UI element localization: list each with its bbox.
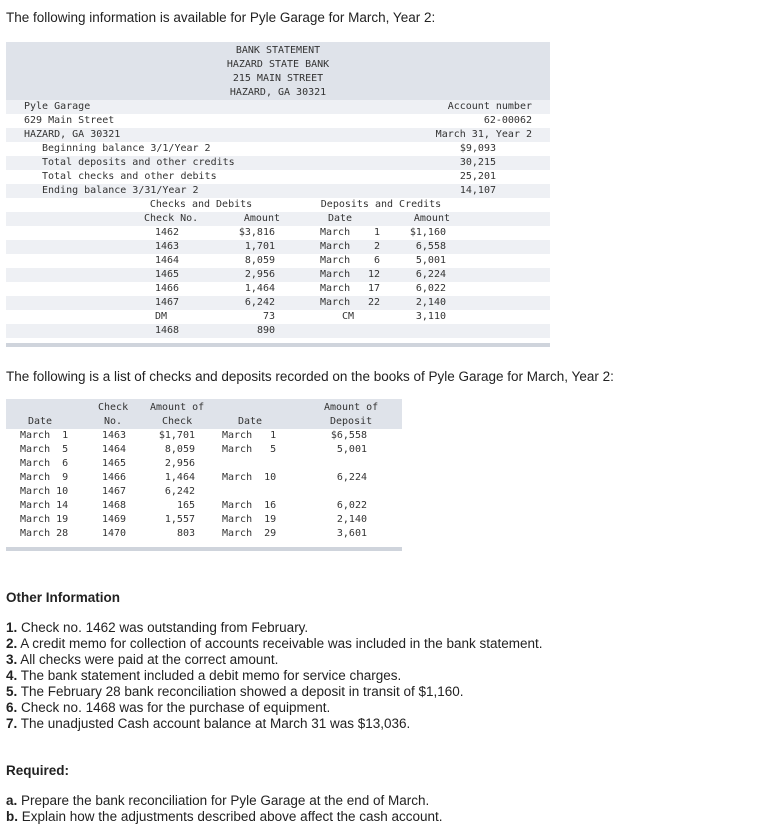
books-dep-date: March 19: [222, 514, 277, 525]
deposit-day: 22: [367, 297, 380, 308]
books-check-amount: $1,701: [158, 430, 195, 441]
check-no: 1462: [155, 227, 180, 238]
books-dep-amount: 3,601: [336, 528, 367, 539]
statement-date: March 31, Year 2: [435, 129, 532, 140]
books-check-no: 1464: [102, 444, 127, 455]
books-header-amount-1: Amount of: [150, 402, 205, 413]
summary-checks-value: 25,201: [459, 171, 496, 182]
check-no: 1467: [155, 297, 180, 308]
summary-checks-label: Total checks and other debits: [42, 171, 217, 182]
bank-statement-title: BANK STATEMENT: [235, 45, 321, 56]
books-date: March 1: [20, 430, 69, 441]
books-table: [6, 399, 402, 549]
list-item: 4. The bank statement included a debit memo for service charges.: [6, 668, 402, 683]
books-dep-date: March 10: [222, 472, 277, 483]
check-amount: 8,059: [244, 255, 275, 266]
books-check-amount: 1,557: [164, 514, 195, 525]
books-check-no: 1463: [102, 430, 127, 441]
books-check-no: 1469: [102, 514, 127, 525]
deposit-amount: 6,558: [415, 241, 446, 252]
bank-name: HAZARD STATE BANK: [226, 59, 330, 70]
books-date: March 9: [20, 472, 69, 483]
books-date: March 28: [20, 528, 69, 539]
deposit-month: March: [320, 255, 351, 266]
list-item: 5. The February 28 bank reconciliation showed a deposit in transit of $1,160.: [6, 684, 464, 699]
books-header-date: Date: [28, 416, 53, 427]
check-amount: 2,956: [244, 269, 275, 280]
list-item: 3. All checks were paid at the correct amount.: [6, 652, 279, 667]
books-check-amount: 803: [176, 528, 195, 539]
books-check-no: 1470: [102, 528, 127, 539]
account-number: 62-00062: [483, 115, 532, 126]
check-no: 1463: [155, 241, 180, 252]
books-dep-date: March 5: [222, 444, 277, 455]
deposits-header-amount: Amount: [413, 213, 450, 224]
deposit-amount: 3,110: [415, 311, 446, 322]
deposit-amount: 5,001: [415, 255, 446, 266]
deposit-day: 12: [367, 269, 380, 280]
other-info-list: [6, 620, 543, 732]
summary-beginning-value: $9,093: [459, 143, 496, 154]
summary-ending-value: 14,107: [459, 185, 496, 196]
books-date: March 5: [20, 444, 69, 455]
check-no: 1465: [155, 269, 180, 280]
customer-street: 629 Main Street: [24, 115, 115, 126]
deposit-amount: 2,140: [415, 297, 446, 308]
books-date: March 6: [20, 458, 69, 469]
bank-statement: [6, 42, 550, 347]
customer-name: Pyle Garage: [24, 101, 91, 112]
check-amount: 73: [262, 311, 275, 322]
summary-beginning-label: Beginning balance 3/1/Year 2: [42, 143, 211, 154]
deposit-month: March: [320, 297, 351, 308]
check-no: DM: [155, 311, 168, 322]
required-title: Required:: [6, 763, 70, 778]
check-no: 1468: [155, 325, 180, 336]
list-item: 7. The unadjusted Cash account balance at March 31 was $13,036.: [6, 716, 411, 731]
deposits-header-date: Date: [328, 213, 353, 224]
check-no: 1466: [155, 283, 180, 294]
bank-city: HAZARD, GA 30321: [229, 87, 327, 98]
bank-street: 215 MAIN STREET: [232, 73, 324, 84]
intro2-text: The following is a list of checks and deposits recorded on the books of Pyle Garage for March, Year 2:: [6, 369, 614, 384]
check-amount: 1,701: [244, 241, 275, 252]
deposit-day: 17: [367, 283, 380, 294]
books-header-amount-2: Check: [162, 416, 193, 427]
books-dep-amount: 6,022: [336, 500, 367, 511]
books-check-no: 1467: [102, 486, 127, 497]
deposit-month: March: [320, 283, 351, 294]
deposit-day: 1: [373, 227, 380, 238]
books-check-amount: 2,956: [164, 458, 195, 469]
deposit-day: CM: [341, 311, 354, 322]
books-header-dep-amount-1: Amount of: [324, 402, 379, 413]
books-header-dep-date: Date: [238, 416, 263, 427]
intro-text: The following information is available for Pyle Garage for March, Year 2:: [6, 10, 436, 25]
other-info-title: Other Information: [6, 590, 120, 605]
list-item: a. Prepare the bank reconciliation for Pyle Garage at the end of March.: [6, 793, 430, 808]
books-check-amount: 1,464: [164, 472, 195, 483]
books-dep-amount: $6,558: [330, 430, 367, 441]
books-check-amount: 8,059: [164, 444, 195, 455]
deposit-month: March: [320, 241, 351, 252]
account-number-label: Account number: [447, 101, 532, 112]
books-check-no: 1465: [102, 458, 127, 469]
books-header-check-1: Check: [98, 402, 129, 413]
summary-deposits-value: 30,215: [459, 157, 496, 168]
checks-title: Checks and Debits: [149, 199, 253, 210]
books-date: March 10: [20, 486, 69, 497]
checks-header-no: Check No.: [144, 213, 199, 224]
books-check-no: 1468: [102, 500, 127, 511]
books-dep-amount: 2,140: [336, 514, 367, 525]
check-amount: 890: [256, 325, 275, 336]
deposit-amount: 6,022: [415, 283, 446, 294]
list-item: b. Explain how the adjustments described above affect the cash account.: [6, 809, 443, 824]
deposit-month: March: [320, 269, 351, 280]
books-bottom-rule: [6, 547, 402, 551]
bank-statement-bottom-rule: [6, 343, 550, 347]
books-check-amount: 6,242: [164, 486, 195, 497]
customer-city: HAZARD, GA 30321: [24, 129, 121, 140]
books-check-amount: 165: [176, 500, 195, 511]
list-item: 6. Check no. 1468 was for the purchase of equipment.: [6, 700, 331, 715]
deposits-title: Deposits and Credits: [320, 199, 442, 210]
books-dep-date: March 1: [222, 430, 277, 441]
deposit-month: March: [320, 227, 351, 238]
books-header-check-2: No.: [104, 416, 123, 427]
list-item: 1. Check no. 1462 was outstanding from February.: [6, 620, 309, 635]
books-header-dep-amount-2: Deposit: [330, 416, 373, 427]
checks-header-amount: Amount: [243, 213, 280, 224]
summary-ending-label: Ending balance 3/31/Year 2: [42, 185, 199, 196]
deposit-day: 6: [373, 255, 380, 266]
check-amount: 1,464: [244, 283, 275, 294]
books-date: March 14: [20, 500, 69, 511]
deposit-amount: 6,224: [415, 269, 446, 280]
books-dep-date: March 16: [222, 500, 277, 511]
books-date: March 19: [20, 514, 69, 525]
summary-deposits-label: Total deposits and other credits: [42, 157, 235, 168]
deposit-day: 2: [373, 241, 380, 252]
list-item: 2. A credit memo for collection of accounts receivable was included in the bank statement.: [6, 636, 543, 651]
books-dep-amount: 5,001: [336, 444, 367, 455]
books-dep-date: March 29: [222, 528, 277, 539]
check-amount: 6,242: [244, 297, 275, 308]
books-dep-amount: 6,224: [336, 472, 367, 483]
check-no: 1464: [155, 255, 180, 266]
books-check-no: 1466: [102, 472, 127, 483]
required-list: [6, 793, 443, 825]
check-amount: $3,816: [238, 227, 275, 238]
deposit-amount: $1,160: [409, 227, 446, 238]
